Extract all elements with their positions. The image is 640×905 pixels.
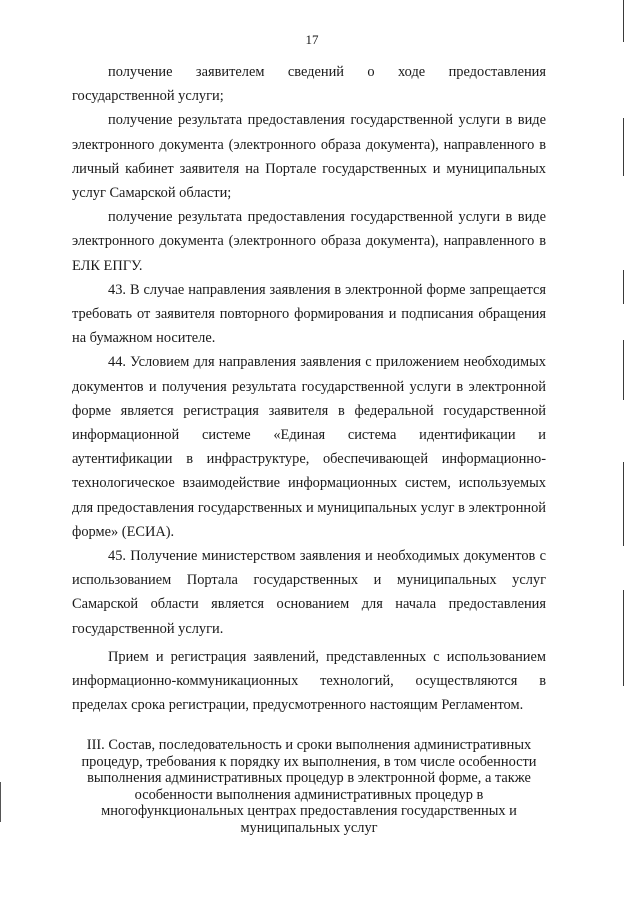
paragraph: 43. В случае направления заявления в электронной форме запрещается требовать от заявителя повторного формирования и подписания обращения на бумажном носителе.: [72, 281, 546, 347]
scan-edge-mark: [623, 590, 624, 686]
paragraph: Прием и регистрация заявлений, представленных с использованием информационно-коммуникационных технологий, осуществляются в пределах срока регистрации, предусмотренного настоящим Регламентом.: [72, 648, 546, 714]
paragraph: получение результата предоставления государственной услуги в виде электронного документа (электронного образа документа), направленного в ЕЛК ЕПГУ.: [72, 209, 546, 274]
scan-edge-mark: [623, 340, 624, 400]
paragraph: 44. Условием для направления заявления с приложением необходимых документов и получения результата государственной услуги в электронной форме является регистрация заявителя в федеральной государственной информационной системе «Единая система идентификации и аутентификации в инфраструктуре, обеспечивающей информационно-технологическое взаимодействие информационных систем, используемых для предоставления государственных и муниципальных услуг в электронной форме» (ЕСИА).: [72, 354, 546, 540]
scan-edge-mark: [623, 462, 624, 546]
document-body: [72, 60, 546, 717]
scan-edge-mark: [623, 118, 624, 176]
scan-edge-mark: [623, 270, 624, 304]
paragraph: получение результата предоставления государственной услуги в виде электронного документа (электронного образа документа), направленного в личный кабинет заявителя на Портале государственных и муниципальных услуг Самарской области;: [72, 112, 546, 202]
section-heading: III. Состав, последовательность и сроки выполнения административных процедур, требования к порядку их выполнения, в том числе особенности выполнения административных процедур в электронной форме, а также особенности выполнения административных процедур в многофункциональных центрах предоставления государственных и муниципальных услуг: [81, 737, 537, 836]
page-number: 17: [305, 32, 319, 47]
scan-edge-mark: [0, 782, 1, 822]
paragraph: 45. Получение министерством заявления и необходимых документов с использованием Портала государственных и муниципальных услуг Самарской области является основанием для начала предоставления государственной услуги.: [72, 548, 546, 637]
paragraph: получение заявителем сведений о ходе предоставления государственной услуги;: [72, 64, 546, 105]
